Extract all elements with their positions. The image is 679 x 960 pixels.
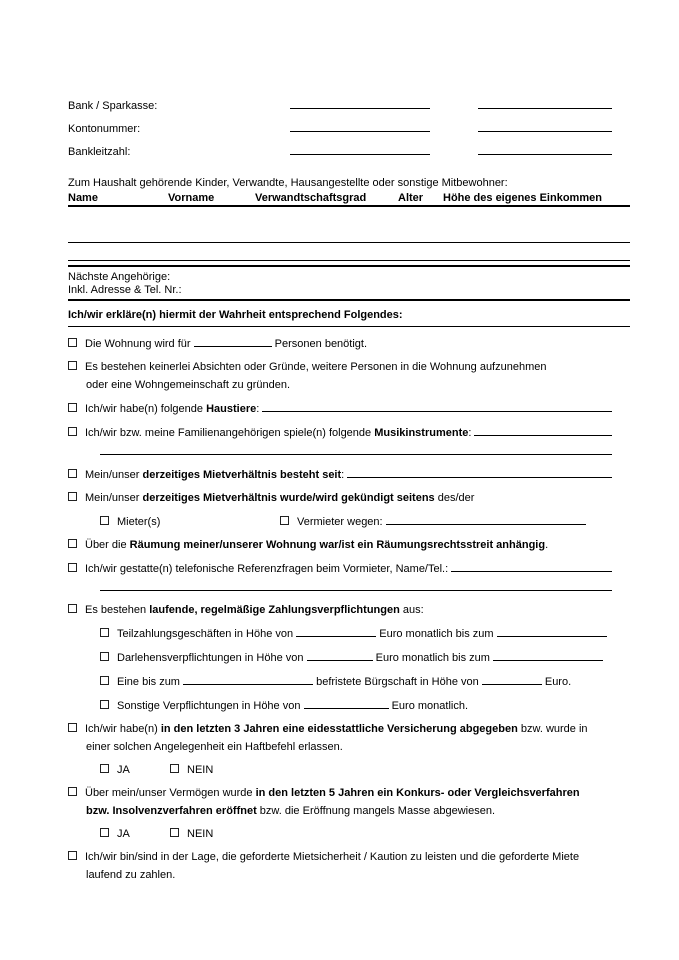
declaration-item: [68, 673, 612, 691]
form-cell: [280, 513, 612, 531]
form-cell: [100, 625, 612, 643]
blank-field[interactable]: [347, 466, 612, 478]
text-segment: Personen benötigt.: [271, 338, 368, 350]
declaration-item: [68, 424, 612, 442]
text-segment: Über mein/unser Vermögen wurde: [85, 787, 256, 799]
declaration-item: [68, 697, 612, 715]
form-cell: [100, 514, 280, 531]
text-segment: Musikinstrumente: [374, 427, 469, 439]
continuation-line: [68, 867, 612, 884]
blank-field[interactable]: [451, 560, 612, 572]
text-segment: Ich/wir habe(n) folgende: [85, 403, 207, 415]
form-cell: [68, 785, 612, 802]
form-cell: [68, 466, 612, 484]
form-cell: [68, 359, 612, 376]
household-table-header: [68, 192, 630, 207]
text-segment: Vermieter wegen:: [297, 516, 386, 528]
text-segment: Mieter(s): [117, 516, 161, 528]
blank-field[interactable]: [493, 649, 603, 661]
text-segment: JA: [117, 828, 130, 840]
form-cell: [68, 424, 612, 442]
blank-field[interactable]: [100, 443, 612, 455]
text-segment: Ich/wir habe(n): [85, 723, 161, 735]
declaration-item: [68, 537, 612, 554]
bank-fields: [68, 97, 630, 161]
declaration-section: [68, 308, 630, 884]
blank-field[interactable]: [474, 424, 612, 436]
continuation-line: [68, 739, 612, 756]
checkbox[interactable]: [100, 652, 109, 661]
blank-field[interactable]: [100, 579, 612, 591]
declaration-item: [68, 762, 612, 779]
form-cell: [100, 673, 612, 691]
checkbox[interactable]: [100, 628, 109, 637]
form-cell: [68, 97, 612, 115]
text-segment: JA: [117, 764, 130, 776]
text-segment: des/der: [434, 492, 475, 504]
checkbox[interactable]: [68, 539, 77, 548]
declaration-item: [68, 721, 612, 738]
text-segment: Bankleitzahl:: [68, 146, 131, 158]
text-segment: Euro monatlich.: [388, 700, 469, 712]
form-cell: [68, 849, 612, 866]
text-segment: :: [468, 427, 475, 439]
form-cell: [68, 143, 612, 161]
declaration-list: [68, 335, 630, 884]
text-segment: Haustiere: [206, 403, 257, 415]
text-segment: Mein/unser: [85, 492, 143, 504]
checkbox[interactable]: [68, 403, 77, 412]
checkbox[interactable]: [68, 563, 77, 572]
checkbox[interactable]: [100, 516, 109, 525]
checkbox[interactable]: [68, 469, 77, 478]
blank-field[interactable]: [183, 673, 313, 685]
continuation-line: [68, 377, 612, 394]
text-segment: bzw. wurde in: [517, 723, 588, 735]
checkbox[interactable]: [68, 492, 77, 501]
blank-field[interactable]: [478, 143, 612, 155]
form-cell: [100, 826, 170, 843]
text-segment: Eine bis zum: [117, 676, 184, 688]
text-segment: befristete Bürgschaft in Höhe von: [313, 676, 482, 688]
text-segment: laufende, regelmäßige Zahlungsverpflichtungen: [149, 604, 400, 616]
blank-field[interactable]: [304, 697, 389, 709]
declaration-item: [68, 466, 612, 484]
form-cell: [68, 602, 612, 619]
blank-field[interactable]: [478, 120, 612, 132]
continuation-line: [68, 803, 612, 820]
checkbox[interactable]: [68, 723, 77, 732]
form-cell: [68, 490, 612, 507]
form-cell: [68, 537, 612, 554]
text-segment: bzw. Insolvenzverfahren eröffnet: [86, 805, 257, 817]
blank-field[interactable]: [386, 513, 586, 525]
text-segment: aus:: [399, 604, 424, 616]
blank-field[interactable]: [262, 400, 612, 412]
declaration-item: [68, 490, 612, 507]
text-segment: Mein/unser: [85, 469, 143, 481]
text-segment: Ich/wir bzw. meine Familienangehörigen spiele(n) folgende: [85, 427, 375, 439]
text-segment: derzeitiges Mietverhältnis besteht seit: [142, 469, 342, 481]
checkbox[interactable]: [170, 764, 179, 773]
column-header-verwandtschaftsgrad: Verwandtschaftsgrad: [255, 192, 367, 204]
relatives-title: Nächste Angehörige:: [68, 271, 171, 283]
column-header-einkommen: Höhe des eigenes Einkommen: [443, 192, 602, 204]
text-segment: Die Wohnung wird für: [85, 338, 194, 350]
form-cell: [170, 762, 612, 779]
text-segment: Darlehensverpflichtungen in Höhe von: [117, 652, 307, 664]
blank-field[interactable]: [296, 625, 376, 637]
form-cell: [86, 739, 612, 756]
checkbox[interactable]: [100, 764, 109, 773]
declaration-item: [68, 335, 612, 353]
bank-row: [68, 97, 612, 115]
table-row-empty[interactable]: [68, 243, 630, 261]
blank-field[interactable]: [478, 97, 612, 109]
form-cell: [68, 560, 612, 578]
text-segment: in den letzten 5 Jahren ein Konkurs- oder Vergleichsverfahren: [255, 787, 580, 799]
blank-field[interactable]: [290, 97, 430, 109]
blank-field[interactable]: [290, 120, 430, 132]
relatives-section: [68, 265, 630, 301]
text-segment: einer solchen Angelegenheit ein Haftbefehl erlassen.: [86, 741, 343, 753]
checkbox[interactable]: [100, 700, 109, 709]
declaration-item: [68, 625, 612, 643]
blank-field[interactable]: [497, 625, 607, 637]
text-segment: Ich/wir gestatte(n) telefonische Referenzfragen beim Vormieter, Name/Tel.:: [85, 563, 452, 575]
text-segment: .: [545, 539, 549, 551]
form-cell: [100, 697, 612, 715]
form-cell: [170, 826, 612, 843]
checkbox[interactable]: [68, 361, 77, 370]
form-cell: [86, 377, 612, 394]
text-segment: Euro monatlich bis zum: [372, 652, 493, 664]
checkbox[interactable]: [280, 516, 289, 525]
text-segment: :: [256, 403, 263, 415]
form-cell: [68, 400, 612, 418]
declaration-item: [68, 849, 612, 866]
form-cell: [68, 335, 612, 353]
blank-field[interactable]: [482, 673, 542, 685]
continuation-line: [68, 443, 612, 460]
text-segment: Euro monatlich bis zum: [376, 628, 497, 640]
text-segment: Ich/wir bin/sind in der Lage, die geforderte Mietsicherheit / Kaution zu leisten und die geforderte Miete: [85, 851, 580, 863]
checkbox[interactable]: [68, 427, 77, 436]
column-header-alter: Alter: [398, 192, 424, 204]
table-row-empty[interactable]: [68, 207, 630, 243]
declaration-item: [68, 649, 612, 667]
bank-row: [68, 120, 612, 138]
declaration-item: [68, 359, 612, 376]
bank-row: [68, 143, 612, 161]
declaration-item: [68, 560, 612, 578]
form-cell: [86, 803, 612, 820]
declaration-item: [68, 785, 612, 802]
text-segment: Räumung meiner/unserer Wohnung war/ist ein Räumungsrechtsstreit anhängig: [129, 539, 546, 551]
text-segment: NEIN: [187, 764, 214, 776]
checkbox[interactable]: [68, 787, 77, 796]
text-segment: Es bestehen: [85, 604, 150, 616]
declaration-item: [68, 513, 612, 531]
column-header-vorname: Vorname: [168, 192, 215, 204]
checkbox[interactable]: [68, 851, 77, 860]
continuation-line: [68, 579, 612, 596]
form-cell: [100, 762, 170, 779]
column-header-name: Name: [68, 192, 98, 204]
text-segment: Euro.: [541, 676, 572, 688]
household-section: [68, 176, 630, 261]
text-segment: Es bestehen keinerlei Absichten oder Gründe, weitere Personen in die Wohnung aufzunehmen: [85, 361, 547, 373]
blank-field[interactable]: [307, 649, 373, 661]
form-cell: [68, 120, 612, 138]
form-cell: [86, 867, 612, 884]
checkbox[interactable]: [170, 828, 179, 837]
text-segment: NEIN: [187, 828, 214, 840]
text-segment: Sonstige Verpflichtungen in Höhe von: [117, 700, 304, 712]
text-segment: Bank / Sparkasse:: [68, 100, 158, 112]
text-segment: in den letzten 3 Jahren eine eidesstattliche Versicherung abgegeben: [160, 723, 518, 735]
checkbox[interactable]: [68, 604, 77, 613]
form-cell: [100, 579, 612, 591]
checkbox[interactable]: [68, 338, 77, 347]
text-segment: Kontonummer:: [68, 123, 141, 135]
declaration-heading: Ich/wir erkläre(n) hiermit der Wahrheit entsprechend Folgendes:: [68, 308, 630, 327]
text-segment: laufend zu zahlen.: [86, 869, 176, 881]
blank-field[interactable]: [290, 143, 430, 155]
text-segment: derzeitiges Mietverhältnis wurde/wird gekündigt seitens: [142, 492, 435, 504]
text-segment: bzw. die Eröffnung mangels Masse abgewiesen.: [256, 805, 496, 817]
text-segment: :: [341, 469, 348, 481]
text-segment: oder eine Wohngemeinschaft zu gründen.: [86, 379, 291, 391]
relatives-subtitle: Inkl. Adresse & Tel. Nr.:: [68, 284, 182, 296]
declaration-item: [68, 826, 612, 843]
form-cell: [68, 721, 612, 738]
checkbox[interactable]: [100, 828, 109, 837]
form-cell: [100, 443, 612, 455]
household-intro: Zum Haushalt gehörende Kinder, Verwandte, Hausangestellte oder sonstige Mitbewohner:: [68, 177, 508, 189]
checkbox[interactable]: [100, 676, 109, 685]
blank-field[interactable]: [194, 335, 272, 347]
declaration-item: [68, 400, 612, 418]
form-cell: [100, 649, 612, 667]
declaration-item: [68, 602, 612, 619]
text-segment: Über die: [85, 539, 130, 551]
text-segment: Teilzahlungsgeschäften in Höhe von: [117, 628, 297, 640]
